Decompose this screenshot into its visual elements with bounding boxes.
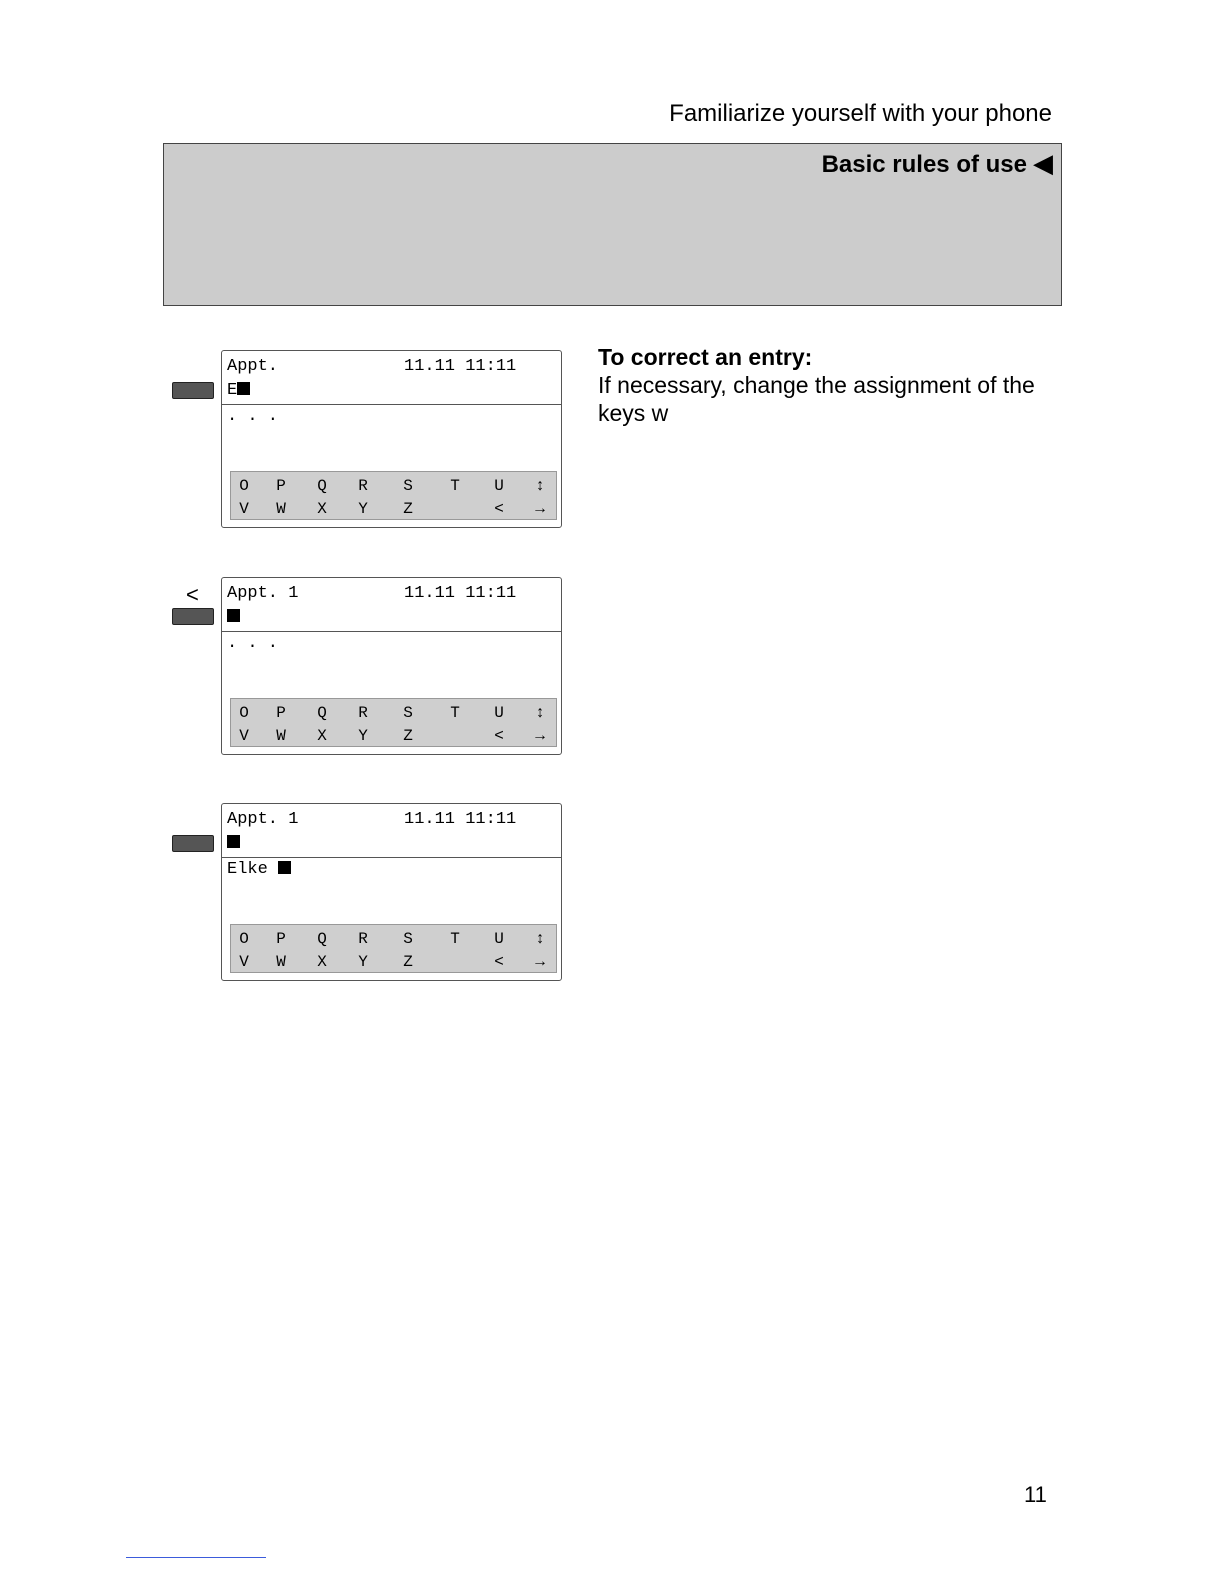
key-p[interactable]: P <box>276 930 286 948</box>
cursor-block <box>227 609 240 622</box>
key-o[interactable]: O <box>239 477 249 495</box>
key-p[interactable]: P <box>276 704 286 722</box>
section-title-text: Basic rules of use <box>821 151 1027 178</box>
side-key-button[interactable] <box>172 835 214 852</box>
letter-keypad <box>230 471 557 520</box>
key-u[interactable]: U <box>494 930 504 948</box>
key-w[interactable]: W <box>276 500 286 518</box>
page-number: 11 <box>1024 1482 1047 1507</box>
up-down-arrow-icon[interactable]: ↕ <box>535 477 545 495</box>
side-key-button[interactable] <box>172 608 214 625</box>
key-t[interactable]: T <box>450 704 460 722</box>
side-key-button[interactable] <box>172 382 214 399</box>
right-arrow-icon[interactable]: → <box>535 953 545 971</box>
display-list-line: . . . <box>227 407 279 426</box>
display-list-line <box>227 860 291 879</box>
key-w[interactable]: W <box>276 727 286 745</box>
backspace-key[interactable]: < <box>494 500 504 518</box>
backspace-key[interactable]: < <box>494 727 504 745</box>
key-x[interactable]: X <box>317 727 327 745</box>
up-down-arrow-icon[interactable]: ↕ <box>535 704 545 722</box>
key-z[interactable]: Z <box>403 953 413 971</box>
phone-display <box>221 577 562 755</box>
key-r[interactable]: R <box>358 704 368 722</box>
key-o[interactable]: O <box>239 930 249 948</box>
key-p[interactable]: P <box>276 477 286 495</box>
key-v[interactable]: V <box>239 500 249 518</box>
page-header-title: Familiarize yourself with your phone <box>669 100 1052 127</box>
display-divider <box>222 631 561 632</box>
key-q[interactable]: Q <box>317 704 327 722</box>
key-r[interactable]: R <box>358 477 368 495</box>
phone-display <box>221 803 562 981</box>
right-arrow-icon[interactable]: → <box>535 500 545 518</box>
key-t[interactable]: T <box>450 477 460 495</box>
key-s[interactable]: S <box>403 704 413 722</box>
display-datetime: 11.11 11:11 <box>404 810 517 829</box>
display-datetime: 11.11 11:11 <box>404 584 517 603</box>
display-datetime: 11.11 11:11 <box>404 357 517 376</box>
key-u[interactable]: U <box>494 704 504 722</box>
section-title <box>822 148 1053 179</box>
display-input-line <box>227 381 250 400</box>
left-triangle-icon: ◀ <box>1033 148 1053 178</box>
cursor-block <box>227 835 240 848</box>
key-x[interactable]: X <box>317 953 327 971</box>
key-y[interactable]: Y <box>358 953 368 971</box>
instruction-heading: To correct an entry: <box>598 344 813 370</box>
instruction-text: If necessary, change the assignment of the keys w <box>598 372 1035 426</box>
display-header-left: Appt. <box>227 357 279 376</box>
key-o[interactable]: O <box>239 704 249 722</box>
right-arrow-icon[interactable]: → <box>535 727 545 745</box>
key-z[interactable]: Z <box>403 500 413 518</box>
key-r[interactable]: R <box>358 930 368 948</box>
backspace-key[interactable]: < <box>494 953 504 971</box>
input-text: E <box>227 381 238 400</box>
key-y[interactable]: Y <box>358 727 368 745</box>
letter-keypad <box>230 924 557 973</box>
key-t[interactable]: T <box>450 930 460 948</box>
key-x[interactable]: X <box>317 500 327 518</box>
display-list-line: . . . <box>227 634 279 653</box>
display-divider <box>222 857 561 858</box>
side-key-label: < <box>186 582 199 607</box>
key-u[interactable]: U <box>494 477 504 495</box>
display-input-line <box>227 608 240 627</box>
entry-text: Elke <box>227 860 268 879</box>
up-down-arrow-icon[interactable]: ↕ <box>535 930 545 948</box>
cursor-block <box>237 382 250 395</box>
key-q[interactable]: Q <box>317 930 327 948</box>
display-divider <box>222 404 561 405</box>
phone-display <box>221 350 562 528</box>
section-banner <box>163 143 1062 306</box>
display-input-line <box>227 834 240 853</box>
cursor-block <box>278 861 291 874</box>
display-header-left: Appt. 1 <box>227 810 299 829</box>
key-v[interactable]: V <box>239 953 249 971</box>
footnote-rule <box>126 1557 266 1558</box>
key-s[interactable]: S <box>403 930 413 948</box>
letter-keypad <box>230 698 557 747</box>
key-z[interactable]: Z <box>403 727 413 745</box>
key-y[interactable]: Y <box>358 500 368 518</box>
key-w[interactable]: W <box>276 953 286 971</box>
key-s[interactable]: S <box>403 477 413 495</box>
key-q[interactable]: Q <box>317 477 327 495</box>
display-header-left: Appt. 1 <box>227 584 299 603</box>
key-v[interactable]: V <box>239 727 249 745</box>
